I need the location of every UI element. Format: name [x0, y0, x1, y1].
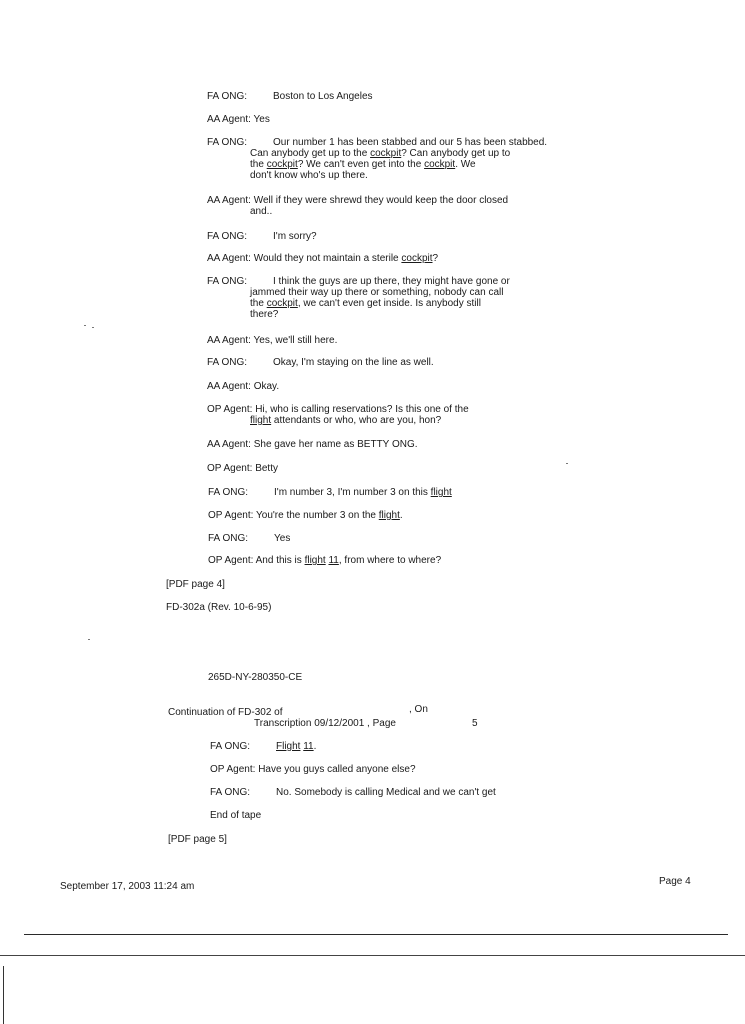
footer-rule [24, 934, 728, 935]
scan-edge-line [0, 955, 745, 956]
speaker-label: OP Agent: [207, 404, 253, 415]
utterance-continuation: Can anybody get up to the cockpit? Can anybody get up to [250, 148, 511, 159]
underlined-term: cockpit [266, 159, 298, 170]
transcript-line [208, 533, 290, 544]
speaker-label: FA ONG: [208, 533, 249, 544]
utterance: Yes [253, 114, 270, 125]
utterance-continuation: there? [250, 309, 279, 320]
case-number: 265D-NY-280350-CE [208, 672, 303, 683]
pdf-page-marker: [PDF page 5] [168, 834, 227, 845]
speaker-label: OP Agent: [210, 764, 256, 775]
utterance: Well if they were shrewd they would keep the door closed [253, 195, 509, 206]
transcript-line: FA ONG: Flight 11. [210, 741, 317, 752]
scan-speck [92, 327, 94, 328]
underlined-term: 11 [303, 741, 314, 752]
utterance: Boston to Los Angeles [273, 91, 373, 102]
form-id: FD-302a (Rev. 10-6-95) [166, 602, 272, 613]
speaker-label: OP Agent: [208, 510, 254, 521]
utterance-continuation: don't know who's up there. [250, 170, 368, 181]
speaker-label: FA ONG: [207, 357, 248, 368]
continuation-label: Continuation of FD-302 of [168, 707, 283, 718]
utterance-continuation: the cockpit, we can't even get inside. Is anybody still [250, 298, 481, 309]
speaker-label: FA ONG: [207, 137, 248, 148]
transcript-line [207, 276, 510, 287]
speaker-label: AA Agent: [207, 335, 251, 346]
transcript-line [207, 114, 270, 125]
page-number: 5 [472, 718, 478, 729]
utterance: She gave her name as BETTY ONG. [253, 439, 418, 450]
transcript-line [207, 231, 317, 242]
speaker-label: FA ONG: [210, 741, 251, 752]
utterance-continuation: jammed their way up there or something, nobody can call [250, 287, 504, 298]
speaker-label: FA ONG: [208, 487, 249, 498]
transcript-line [210, 764, 416, 775]
speaker-label: FA ONG: [207, 91, 248, 102]
transcription-date: Transcription 09/12/2001 , Page [254, 718, 396, 729]
speaker-label: AA Agent: [207, 439, 251, 450]
transcript-line: FA ONG: I'm number 3, I'm number 3 on this flight [208, 487, 452, 498]
transcript-line [207, 463, 278, 474]
utterance: Hi, who is calling reservations? Is this one of the [255, 404, 469, 415]
transcript-line [207, 381, 279, 392]
underlined-term: cockpit [424, 159, 456, 170]
underlined-term: cockpit [370, 148, 402, 159]
scan-speck [84, 325, 86, 326]
speaker-label: AA Agent: [207, 195, 251, 206]
utterance: Betty [255, 463, 278, 474]
utterance-continuation: flight attendants or who, who are you, hon? [250, 415, 442, 426]
scan-speck [566, 463, 568, 464]
utterance: I think the guys are up there, they might have gone or [273, 276, 510, 287]
underlined-term: flight [378, 510, 400, 521]
utterance: Okay. [253, 381, 280, 392]
underlined-term: cockpit [266, 298, 298, 309]
transcript-line: AA Agent: Would they not maintain a sterile cockpit? [207, 253, 439, 264]
transcript-line [207, 357, 434, 368]
speaker-label: OP Agent: [207, 463, 253, 474]
transcript-line [210, 787, 496, 798]
transcript-line [207, 195, 508, 206]
transcript-line [207, 404, 469, 415]
speaker-label: AA Agent: [207, 381, 251, 392]
underlined-term: 11 [328, 555, 339, 566]
footer-page: Page 4 [659, 876, 691, 887]
underlined-term: flight [430, 487, 452, 498]
utterance: Our number 1 has been stabbed and our 5 has been stabbed. [273, 137, 548, 148]
speaker-label: AA Agent: [207, 114, 251, 125]
transcript-line [207, 335, 337, 346]
pdf-page-marker: [PDF page 4] [166, 579, 225, 590]
utterance: Have you guys called anyone else? [258, 764, 416, 775]
utterance: Yes [274, 533, 291, 544]
speaker-label: AA Agent: [207, 253, 251, 264]
utterance: No. Somebody is calling Medical and we can't get [276, 787, 496, 798]
scan-speck [88, 639, 90, 640]
utterance: Yes, we'll still here. [253, 335, 338, 346]
speaker-label: FA ONG: [207, 231, 248, 242]
utterance-continuation: and.. [250, 206, 273, 217]
scan-edge-mark [3, 966, 4, 1024]
underlined-term: cockpit [401, 253, 433, 264]
speaker-label: FA ONG: [210, 787, 251, 798]
utterance-continuation: the cockpit? We can't even get into the cockpit. We [250, 159, 476, 170]
transcript-line [207, 137, 547, 148]
continuation-on: , On [409, 704, 428, 715]
speaker-label: FA ONG: [207, 276, 248, 287]
transcript-line [207, 439, 418, 450]
underlined-term: flight [304, 555, 326, 566]
utterance: I'm sorry? [273, 231, 317, 242]
speaker-label: OP Agent: [208, 555, 254, 566]
transcript-line: OP Agent: You're the number 3 on the flight. [208, 510, 403, 521]
underlined-term: Flight [276, 741, 301, 752]
utterance: Okay, I'm staying on the line as well. [273, 357, 434, 368]
end-of-tape: End of tape [210, 810, 262, 821]
transcript-line: OP Agent: And this is flight 11, from where to where? [208, 555, 442, 566]
print-timestamp: September 17, 2003 11:24 am [60, 881, 195, 892]
underlined-term: flight [250, 415, 272, 426]
transcript-line [207, 91, 373, 102]
